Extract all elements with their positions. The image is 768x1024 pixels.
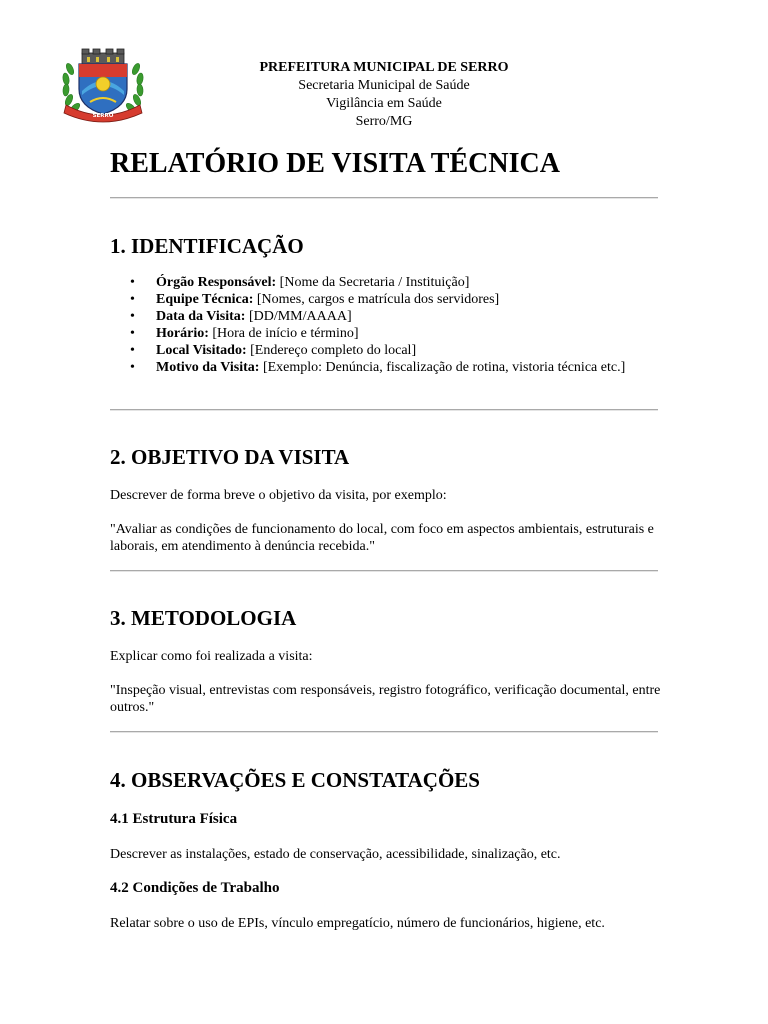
document-header xyxy=(0,59,768,131)
divider xyxy=(110,197,658,199)
subsection-title-condicoes: 4.2 Condições de Trabalho xyxy=(110,880,280,896)
divider xyxy=(110,570,658,572)
objetivo-example: "Avaliar as condições de funcionamento do local, com foco em aspectos ambientais, estruturais e laborais, em atendimento à denúncia recebida." xyxy=(110,522,654,554)
metodologia-example: "Inspeção visual, entrevistas com responsáveis, registro fotográfico, verificação documental, entre outros." xyxy=(110,683,661,715)
svg-text:SERRO: SERRO xyxy=(92,113,114,119)
section-title-objetivo: 2. OBJETIVO DA VISITA xyxy=(110,445,350,469)
section-title-observacoes: 4. OBSERVAÇÕES E CONSTATAÇÕES xyxy=(110,768,480,792)
section-title-identificacao: 1. IDENTIFICAÇÃO xyxy=(110,234,304,258)
header-local: Serro/MG xyxy=(355,114,413,129)
list-item: • Horário: [Hora de início e término] xyxy=(110,325,670,342)
list-item: • Órgão Responsável: [Nome da Secretaria / Instituição] xyxy=(110,274,670,291)
section-title-metodologia: 3. METODOLOGIA xyxy=(110,606,297,630)
header-setor: Vigilância em Saúde xyxy=(326,96,442,111)
metodologia-intro: Explicar como foi realizada a visita: xyxy=(110,649,313,664)
list-item: • Motivo da Visita: [Exemplo: Denúncia, fiscalização de rotina, vistoria técnica etc.] xyxy=(110,359,670,376)
identification-list xyxy=(110,274,670,376)
subsection-title-estrutura: 4.1 Estrutura Física xyxy=(110,811,238,827)
header-org: PREFEITURA MUNICIPAL DE SERRO xyxy=(259,60,509,75)
condicoes-text: Relatar sobre o uso de EPIs, vínculo empregatício, número de funcionários, higiene, etc. xyxy=(110,916,605,931)
estrutura-text: Descrever as instalações, estado de conservação, acessibilidade, sinalização, etc. xyxy=(110,847,561,862)
header-secretaria: Secretaria Municipal de Saúde xyxy=(298,78,470,93)
objetivo-intro: Descrever de forma breve o objetivo da visita, por exemplo: xyxy=(110,488,447,503)
list-item: • Local Visitado: [Endereço completo do local] xyxy=(110,342,670,359)
document-title: RELATÓRIO DE VISITA TÉCNICA xyxy=(110,148,560,179)
list-item: • Equipe Técnica: [Nomes, cargos e matrícula dos servidores] xyxy=(110,291,670,308)
divider xyxy=(110,731,658,733)
list-item: • Data da Visita: [DD/MM/AAAA] xyxy=(110,308,670,325)
divider xyxy=(110,409,658,411)
